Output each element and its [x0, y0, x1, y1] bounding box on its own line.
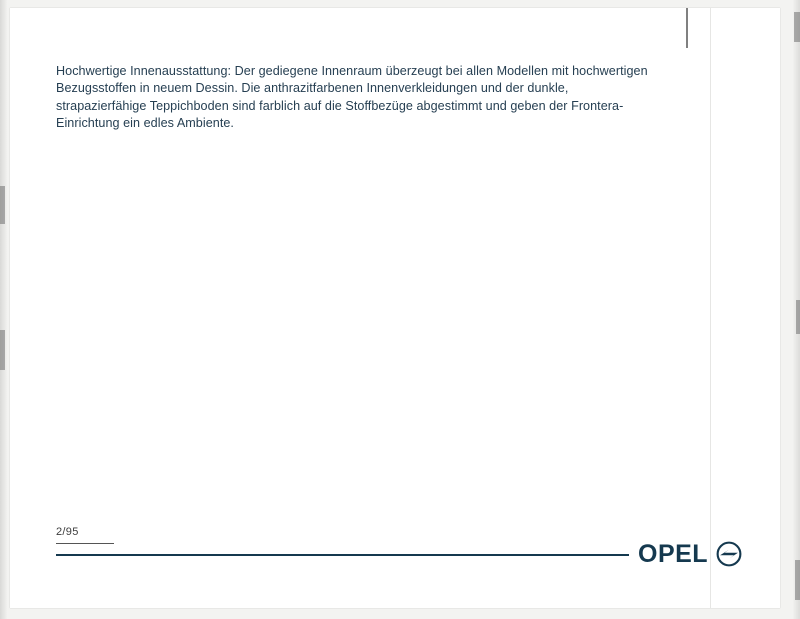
scan-artifact-mark: [0, 330, 5, 370]
reference-code: 2/95: [56, 526, 79, 538]
document-sheet: [10, 8, 780, 608]
scan-artifact-mark: [795, 560, 800, 600]
brand-lockup: [638, 541, 742, 567]
opel-blitz-icon: [716, 541, 742, 567]
brand-divider-rule: [56, 554, 629, 556]
scan-artifact-seam-line: [710, 8, 711, 608]
scan-artifact-seam: [686, 8, 688, 48]
brand-wordmark: OPEL: [638, 539, 709, 568]
scan-edge-left: [0, 0, 7, 619]
reference-code-underline: [56, 543, 114, 544]
scan-artifact-mark: [0, 186, 5, 224]
caption-text: Hochwertige Innenausstattung: Der gediegene Innenraum überzeugt bei allen Modellen mit hochwertigen Bezugsstoffen in neuem Dessin. Die anthrazitfarbenen Innenverkleidungen und der dunkle, strapazierfähige Teppichboden sind farblich auf die Stoffbezüge abgestimmt und geben der Frontera-Einrichtung ein edles Ambiente.: [56, 63, 648, 131]
scan-artifact-mark: [796, 300, 800, 334]
scan-artifact-mark: [794, 12, 800, 42]
